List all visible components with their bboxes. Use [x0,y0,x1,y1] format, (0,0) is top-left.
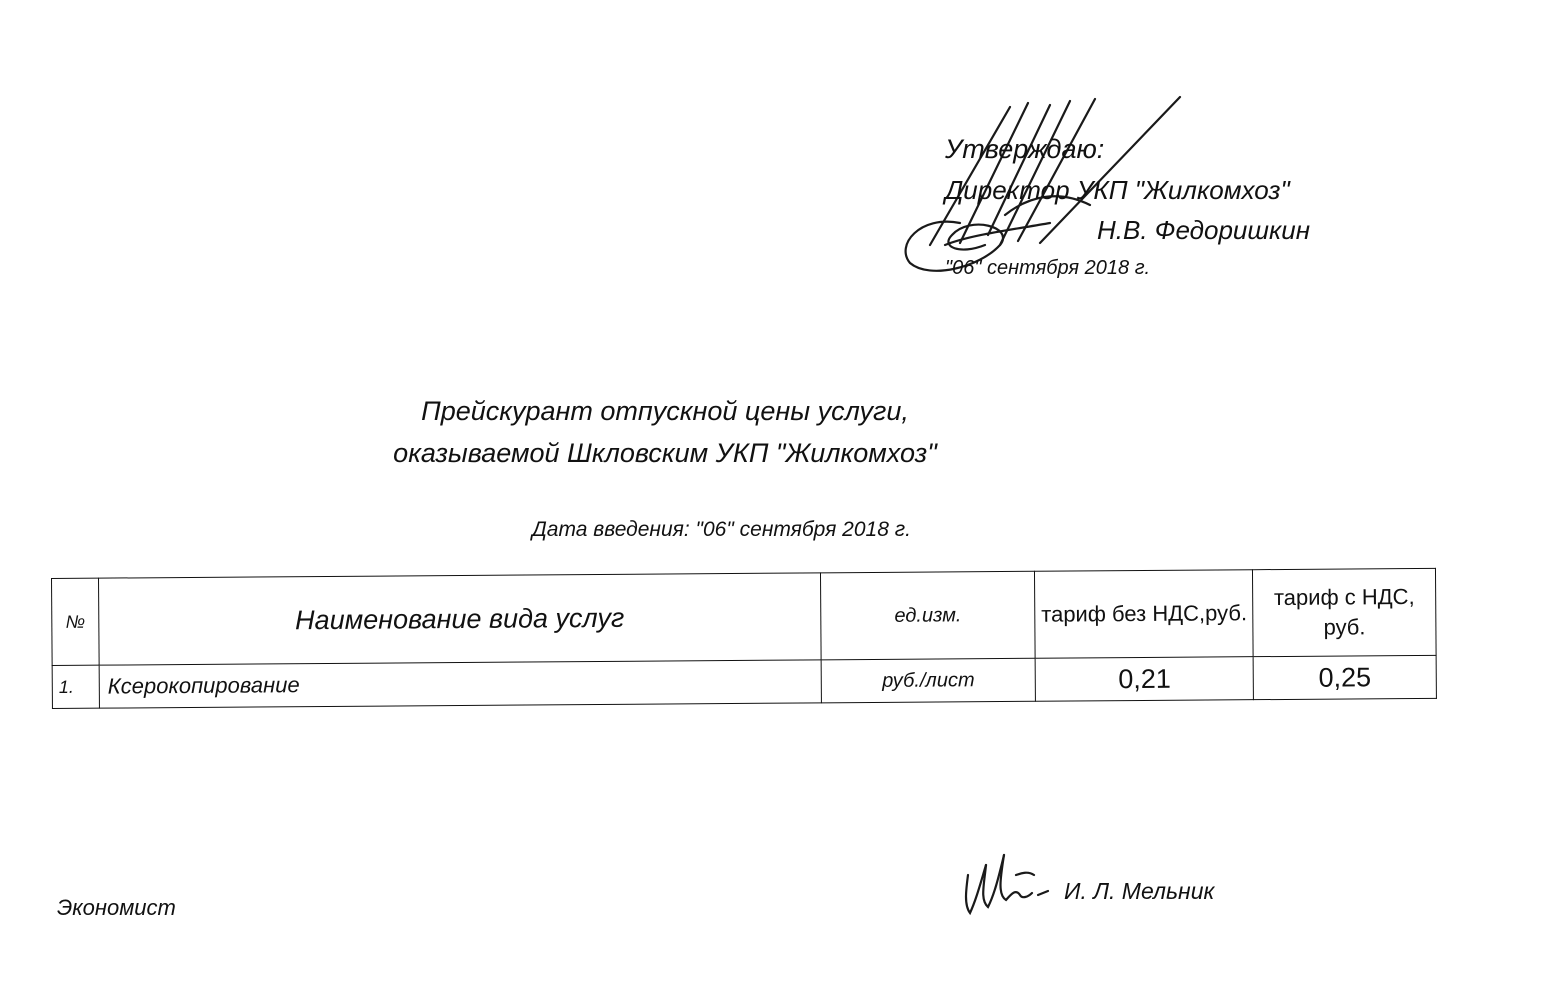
approval-position: Директор УКП "Жилкомхоз" [945,175,1290,205]
title-line-1: Прейскурант отпускной цены услуги, [421,396,909,426]
title-line-2: оказываемой Шкловским УКП "Жилкомхоз" [393,438,937,468]
approval-director-name: Н.В. Федоришкин [1097,215,1311,245]
economist-position: Экономист [57,895,176,920]
header-unit: ед.изм. [820,571,1035,660]
header-tariff-vat: тариф с НДС, руб. [1253,568,1436,656]
approval-heading: Утверждаю: [945,134,1105,164]
document-title [300,390,1030,474]
economist-signature [958,845,1058,925]
row-number: 1. [52,665,99,708]
header-number: № [52,578,100,665]
header-tariff-no-vat: тариф без НДС,руб. [1035,570,1253,659]
economist-name: И. Л. Мельник [1064,878,1215,904]
row-service-name: Ксерокопирование [99,660,821,708]
row-unit: руб./лист [821,658,1036,703]
price-table [51,568,1437,709]
approval-date: "06" сентября 2018 г. [945,257,1151,279]
row-tariff-vat: 0,25 [1253,655,1436,699]
row-tariff-no-vat: 0,21 [1036,657,1254,702]
table-row [52,655,1436,708]
header-service-name: Наименование вида услуг [98,573,820,665]
approval-block [945,128,1310,286]
introduction-date: Дата введения: "06" сентября 2018 г. [532,518,911,541]
table-header-row [52,568,1437,665]
